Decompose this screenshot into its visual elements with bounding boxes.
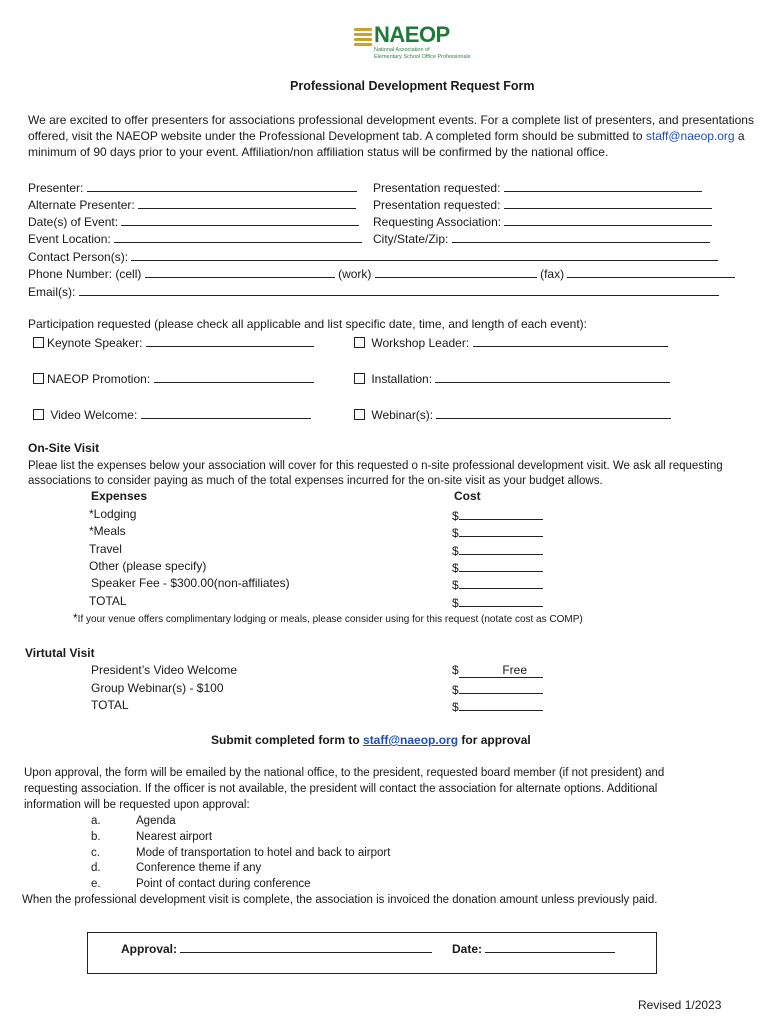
expense-cost	[452, 576, 543, 593]
intro-text-end: a	[734, 129, 745, 143]
webinar-label: Webinar(s):	[371, 408, 434, 422]
presenter-input[interactable]	[87, 179, 357, 192]
phone-cell-label: Phone Number: (cell)	[28, 267, 142, 281]
expense-cost	[452, 594, 543, 611]
event-location-input[interactable]	[114, 230, 362, 243]
list-item: Agenda	[136, 815, 176, 827]
promotion-input[interactable]	[154, 370, 314, 383]
completion-text: When the professional development visit is complete, the association is invoiced the donation amount unless previously paid.	[22, 894, 658, 906]
submit-pre: Submit completed form to	[211, 733, 364, 747]
meals-cost-input[interactable]	[459, 524, 543, 537]
approval-label: Approval:	[121, 942, 178, 956]
cost-column-header: Cost	[454, 489, 481, 503]
keynote-checkbox[interactable]	[33, 337, 44, 348]
approval-field	[121, 940, 432, 957]
dollar-sign: $	[452, 509, 459, 523]
video-welcome-option	[33, 406, 311, 423]
email-label: Email(s):	[28, 285, 76, 299]
dollar-sign: $	[452, 578, 459, 592]
approval-date-field	[452, 940, 615, 957]
approval-input[interactable]	[180, 940, 432, 953]
phone-fax-label: (fax)	[540, 267, 565, 281]
promotion-option	[33, 370, 314, 387]
list-item: Mode of transportation to hotel and back to airport	[136, 847, 391, 859]
keynote-option	[33, 334, 314, 351]
virtual-total-input[interactable]	[459, 698, 543, 711]
onsite-description-1: Pleae list the expenses below your association will cover for this requested o n-site professional development visit. We ask all requesting	[28, 460, 723, 472]
webinar-cost-input[interactable]	[459, 681, 543, 694]
approval-text-2: requesting association. If the officer is not available, the president will contact the association for alternate options. Additional	[24, 783, 658, 795]
virtual-item-cost	[452, 698, 543, 715]
submit-post: for approval	[458, 733, 531, 747]
page-title: Professional Development Request Form	[290, 79, 535, 93]
expense-label: Travel	[89, 542, 122, 556]
keynote-input[interactable]	[146, 334, 314, 347]
event-dates-label: Date(s) of Event:	[28, 215, 119, 229]
intro-line-3: minimum of 90 days prior to your event. Affiliation/non affiliation status will be confirmed by the national office.	[28, 145, 609, 159]
dollar-sign: $	[452, 596, 459, 610]
alternate-presenter-field	[28, 196, 356, 213]
expenses-column-header: Expenses	[91, 489, 148, 503]
virtual-item-cost	[452, 681, 543, 698]
logo-subtitle-line-2: Elementary School Office Professionals	[374, 54, 471, 60]
list-letter: b.	[91, 831, 101, 843]
city-state-zip-input[interactable]	[452, 230, 710, 243]
expense-cost	[452, 542, 543, 559]
city-state-zip-field	[373, 230, 710, 247]
presentation-requested-field-2	[373, 196, 712, 213]
lodging-cost-input[interactable]	[459, 507, 543, 520]
event-dates-field	[28, 213, 359, 230]
list-item: Nearest airport	[136, 831, 213, 843]
virtual-item-label: President’s Video Welcome	[91, 663, 238, 677]
virtual-item-label: TOTAL	[91, 698, 129, 712]
contact-person-label: Contact Person(s):	[28, 250, 129, 264]
staff-email-link[interactable]: staff@naeop.org	[645, 129, 735, 143]
dollar-sign: $	[452, 663, 459, 677]
list-letter: a.	[91, 815, 101, 827]
webinar-checkbox[interactable]	[354, 409, 365, 420]
dollar-sign: $	[452, 700, 459, 714]
list-letter: c.	[91, 847, 100, 859]
presentation-requested-input-1[interactable]	[504, 179, 702, 192]
video-welcome-cost	[459, 663, 543, 678]
phone-work-input[interactable]	[375, 265, 537, 278]
expense-label: *Lodging	[89, 507, 137, 521]
approval-date-input[interactable]	[485, 940, 615, 953]
installation-option	[354, 370, 670, 387]
list-letter: d.	[91, 862, 101, 874]
expense-label: Other (please specify)	[89, 559, 207, 573]
workshop-input[interactable]	[473, 334, 668, 347]
requesting-association-input[interactable]	[504, 213, 712, 226]
phone-field	[28, 265, 735, 282]
phone-fax-input[interactable]	[567, 265, 735, 278]
intro-line-1: We are excited to offer presenters for associations professional development events. For a complete list of presenters, and presentations	[28, 113, 754, 127]
presenter-label: Presenter:	[28, 181, 84, 195]
installation-checkbox[interactable]	[354, 373, 365, 384]
dollar-sign: $	[452, 561, 459, 575]
email-input[interactable]	[79, 283, 719, 296]
presentation-requested-input-2[interactable]	[504, 196, 712, 209]
event-location-field	[28, 230, 362, 247]
presentation-requested-label-1: Presentation requested:	[373, 181, 501, 195]
free-value: Free	[502, 663, 528, 677]
requesting-association-field	[373, 213, 712, 230]
expense-label: TOTAL	[89, 594, 127, 608]
installation-label: Installation:	[371, 372, 433, 386]
list-item: Point of contact during conference	[136, 878, 311, 890]
keynote-label: Keynote Speaker:	[47, 336, 143, 350]
onsite-description-2: associations to consider paying as much of the total expenses incurred for the on-site visit as your budget allows.	[28, 475, 603, 487]
contact-person-field	[28, 248, 718, 265]
alternate-presenter-label: Alternate Presenter:	[28, 198, 135, 212]
expense-label: *Meals	[89, 524, 126, 538]
logo-subtitle	[374, 47, 471, 61]
list-letter: e.	[91, 878, 101, 890]
event-location-label: Event Location:	[28, 232, 111, 246]
workshop-option	[354, 334, 668, 351]
onsite-heading: On-Site Visit	[28, 441, 100, 455]
expense-cost	[452, 507, 543, 524]
webinar-input[interactable]	[436, 406, 671, 419]
virtual-item-label: Group Webinar(s) - $100	[91, 681, 224, 695]
speaker-fee-cost-input[interactable]	[459, 576, 543, 589]
expense-cost	[452, 559, 543, 576]
dollar-sign: $	[452, 544, 459, 558]
contact-person-input[interactable]	[131, 248, 718, 261]
virtual-item-cost	[452, 663, 543, 678]
video-welcome-input[interactable]	[141, 406, 311, 419]
presentation-requested-label-2: Presentation requested:	[373, 198, 501, 212]
submit-instruction	[211, 733, 531, 748]
workshop-label: Workshop Leader:	[371, 336, 470, 350]
presenter-field	[28, 179, 357, 196]
intro-line-2	[28, 129, 745, 144]
travel-cost-input[interactable]	[459, 542, 543, 555]
event-dates-input[interactable]	[121, 213, 359, 226]
alternate-presenter-input[interactable]	[138, 196, 356, 209]
virtual-heading: Virtutal Visit	[25, 646, 95, 660]
approval-text-1: Upon approval, the form will be emailed by the national office, to the president, requested board member (if not president) and	[24, 767, 665, 779]
comp-note-text: If your venue offers complimentary lodging or meals, please consider using for this request (notate cost as COMP)	[77, 614, 583, 625]
approval-text-3: information will be requested upon approval:	[24, 799, 250, 811]
logo-subtitle-line-1: National Association of	[374, 47, 430, 53]
participation-instructions: Participation requested (please check all applicable and list specific date, time, and length of each event):	[28, 317, 587, 331]
phone-cell-input[interactable]	[145, 265, 335, 278]
promotion-checkbox[interactable]	[33, 373, 44, 384]
expense-cost	[452, 524, 543, 541]
video-welcome-checkbox[interactable]	[33, 409, 44, 420]
expense-label: Speaker Fee - $300.00(non-affiliates)	[91, 576, 290, 590]
logo-name: NAEOP	[374, 22, 450, 47]
logo-mark-icon	[354, 28, 372, 48]
dollar-sign: $	[452, 526, 459, 540]
video-welcome-label: Video Welcome:	[50, 408, 138, 422]
revision-date: Revised 1/2023	[638, 998, 722, 1012]
submit-email-link[interactable]: staff@naeop.org	[363, 733, 459, 747]
list-item: Conference theme if any	[136, 862, 262, 874]
presentation-requested-field-1	[373, 179, 702, 196]
promotion-label: NAEOP Promotion:	[47, 372, 151, 386]
onsite-total-input[interactable]	[459, 594, 543, 607]
phone-work-label: (work)	[338, 267, 372, 281]
approval-date-label: Date:	[452, 942, 483, 956]
email-field	[28, 283, 719, 300]
comp-note	[73, 611, 583, 627]
comp-note-asterisk: *	[73, 611, 78, 625]
webinar-option	[354, 406, 671, 423]
workshop-checkbox[interactable]	[354, 337, 365, 348]
installation-input[interactable]	[435, 370, 670, 383]
intro-text: offered, visit the NAEOP website under the Professional Development tab. A completed form should be submitted to	[28, 129, 646, 143]
city-state-zip-label: City/State/Zip:	[373, 232, 449, 246]
other-cost-input[interactable]	[459, 559, 543, 572]
requesting-association-label: Requesting Association:	[373, 215, 502, 229]
dollar-sign: $	[452, 683, 459, 697]
